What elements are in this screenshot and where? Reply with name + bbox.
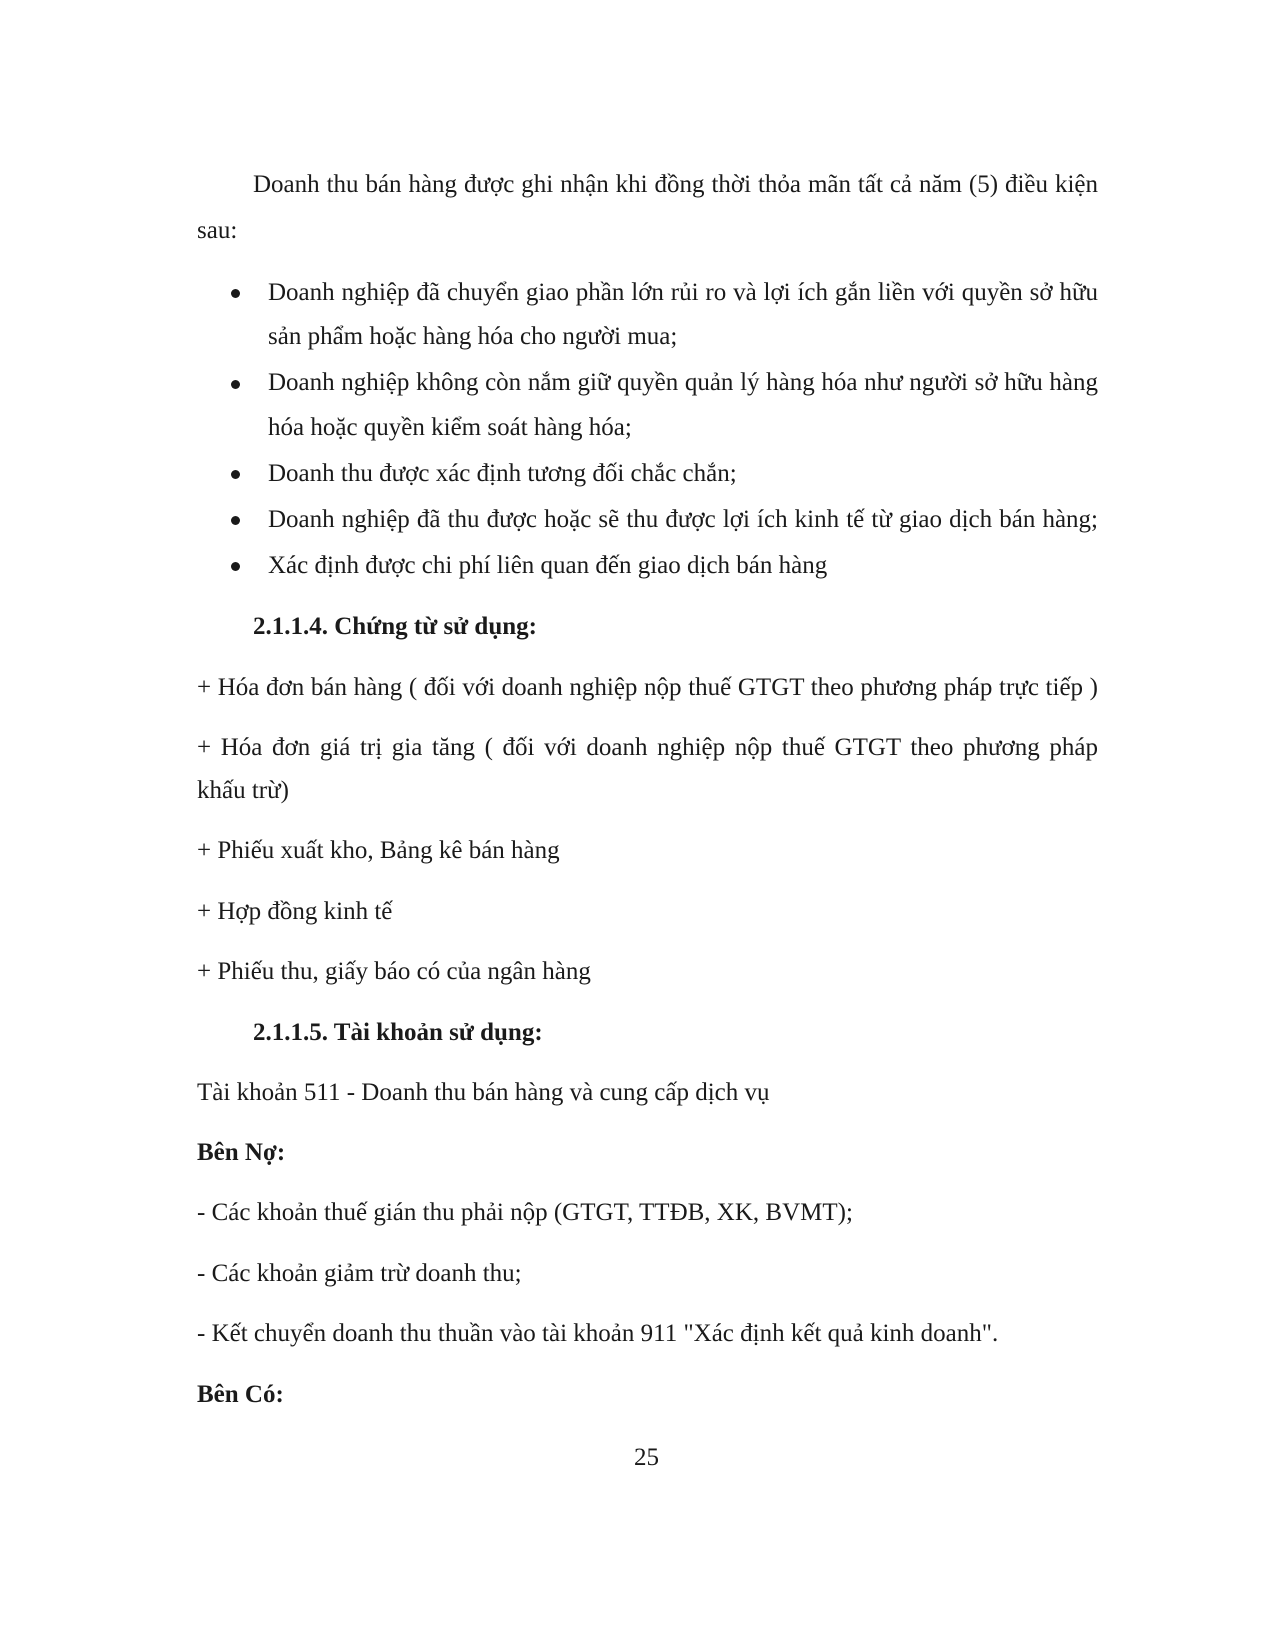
bullet-icon bbox=[231, 516, 240, 525]
condition-2-line-1: Doanh nghiệp không còn nắm giữ quyền quản lý hàng hóa như người sở hữu hàng bbox=[268, 369, 1098, 396]
bullet-icon bbox=[231, 562, 240, 571]
condition-4: Doanh nghiệp đã thu được hoặc sẽ thu được lợi ích kinh tế từ giao dịch bán hàng; bbox=[268, 506, 1098, 533]
account-line: Tài khoản 511 - Doanh thu bán hàng và cung cấp dịch vụ bbox=[197, 1079, 770, 1106]
debit-item-3: - Kết chuyển doanh thu thuần vào tài khoản 911 "Xác định kết quả kinh doanh". bbox=[197, 1320, 999, 1347]
debit-item-2: - Các khoản giảm trừ doanh thu; bbox=[197, 1260, 522, 1287]
condition-2-line-2: hóa hoặc quyền kiểm soát hàng hóa; bbox=[268, 414, 632, 441]
page-number: 25 bbox=[634, 1444, 659, 1471]
document-item-2-line-1: + Hóa đơn giá trị gia tăng ( đối với doanh nghiệp nộp thuế GTGT theo phương pháp bbox=[197, 734, 1098, 761]
condition-1-line-1: Doanh nghiệp đã chuyển giao phần lớn rủi ro và lợi ích gắn liền với quyền sở hữu bbox=[268, 279, 1098, 306]
condition-5: Xác định được chi phí liên quan đến giao dịch bán hàng bbox=[268, 552, 828, 579]
intro-line-1: Doanh thu bán hàng được ghi nhận khi đồng thời thỏa mãn tất cả năm (5) điều kiện bbox=[253, 171, 1098, 198]
document-item-4: + Hợp đồng kinh tế bbox=[197, 898, 393, 925]
document-item-2-line-2: khấu trừ) bbox=[197, 777, 289, 804]
section-heading-documents: 2.1.1.4. Chứng từ sử dụng: bbox=[253, 613, 537, 640]
document-item-5: + Phiếu thu, giấy báo có của ngân hàng bbox=[197, 958, 591, 985]
document-item-1: + Hóa đơn bán hàng ( đối với doanh nghiệp nộp thuế GTGT theo phương pháp trực tiếp ) bbox=[197, 674, 1098, 701]
debit-item-1: - Các khoản thuế gián thu phải nộp (GTGT, TTĐB, XK, BVMT); bbox=[197, 1199, 853, 1226]
condition-3: Doanh thu được xác định tương đối chắc chắn; bbox=[268, 460, 737, 487]
credit-label: Bên Có: bbox=[197, 1381, 284, 1408]
document-item-3: + Phiếu xuất kho, Bảng kê bán hàng bbox=[197, 837, 560, 864]
debit-label: Bên Nợ: bbox=[197, 1139, 286, 1166]
intro-line-2: sau: bbox=[197, 217, 238, 244]
bullet-icon bbox=[231, 289, 240, 298]
bullet-icon bbox=[231, 470, 240, 479]
section-heading-accounts: 2.1.1.5. Tài khoản sử dụng: bbox=[253, 1019, 543, 1046]
bullet-icon bbox=[231, 380, 240, 389]
condition-1-line-2: sản phẩm hoặc hàng hóa cho người mua; bbox=[268, 323, 678, 350]
